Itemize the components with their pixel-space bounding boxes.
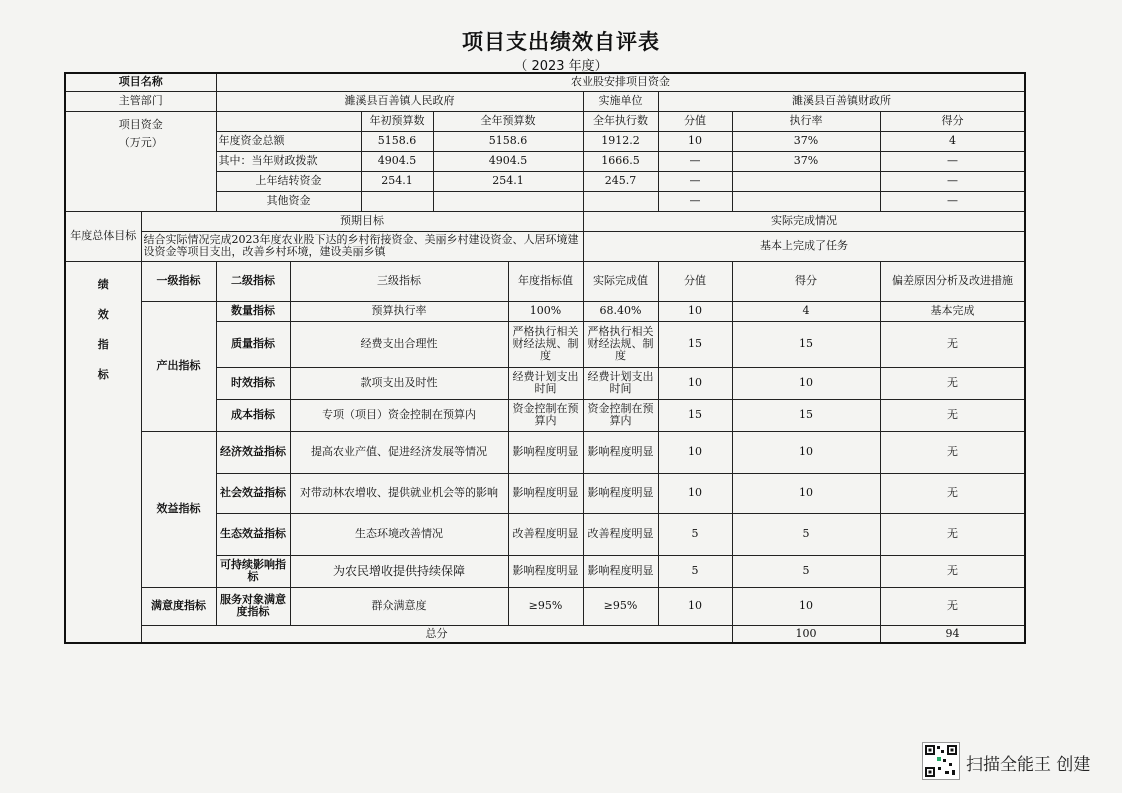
indicator-level2: 时效指标 <box>216 367 290 399</box>
funds-initial: 4904.5 <box>361 151 433 171</box>
label-overall-goal: 年度总体目标 <box>65 211 141 261</box>
header-level1: 一级指标 <box>141 261 216 301</box>
indicator-deviation: 无 <box>880 399 1025 431</box>
funds-value: — <box>658 191 732 211</box>
indicator-score: 10 <box>732 367 880 399</box>
funds-full: 254.1 <box>433 171 583 191</box>
indicator-score: 5 <box>732 555 880 587</box>
indicator-level3: 经费支出合理性 <box>290 321 508 367</box>
qr-code-icon <box>922 742 960 780</box>
funds-value: — <box>658 151 732 171</box>
header-initial-budget: 年初预算数 <box>361 111 433 131</box>
indicator-score: 10 <box>732 587 880 625</box>
indicator-actual: 影响程度明显 <box>583 431 658 473</box>
indicator-score: 15 <box>732 321 880 367</box>
header-score: 得分 <box>732 261 880 301</box>
funds-rate <box>732 191 880 211</box>
indicator-deviation: 无 <box>880 473 1025 513</box>
header-level2: 二级指标 <box>216 261 290 301</box>
actual-text: 基本上完成了任务 <box>583 231 1025 261</box>
header-deviation: 偏差原因分析及改进措施 <box>880 261 1025 301</box>
label-perf-index <box>65 261 141 643</box>
indicator-target: 资金控制在预算内 <box>508 399 583 431</box>
indicator-target: 影响程度明显 <box>508 555 583 587</box>
indicator-target: 影响程度明显 <box>508 431 583 473</box>
indicator-level3: 提高农业产值、促进经济发展等情况 <box>290 431 508 473</box>
funds-unit-text: （万元） <box>118 135 163 149</box>
funds-score: 4 <box>880 131 1025 151</box>
indicator-level3: 群众满意度 <box>290 587 508 625</box>
funds-row-label: 上年结转资金 <box>216 171 361 191</box>
funds-rate <box>732 171 880 191</box>
indicator-level3: 款项支出及时性 <box>290 367 508 399</box>
group-output: 产出指标 <box>141 301 216 431</box>
funds-score: — <box>880 191 1025 211</box>
expected-goal-text: 结合实际情况完成2023年度农业股下达的乡村衔接资金、美丽乡村建设资金、人居环境建设资金等项目支出，改善乡村环境，建设美丽乡镇 <box>141 231 583 261</box>
indicator-value: 15 <box>658 399 732 431</box>
indicator-level3: 预算执行率 <box>290 301 508 321</box>
indicator-target: 100% <box>508 301 583 321</box>
indicator-value: 10 <box>658 587 732 625</box>
group-benefit: 效益指标 <box>141 431 216 587</box>
perf-char: 效 <box>97 307 109 321</box>
indicator-value: 10 <box>658 431 732 473</box>
header-actual: 实际完成情况 <box>583 211 1025 231</box>
indicator-target: 改善程度明显 <box>508 513 583 555</box>
indicator-target: ≥95% <box>508 587 583 625</box>
funds-full: 4904.5 <box>433 151 583 171</box>
indicator-level3: 专项（项目）资金控制在预算内 <box>290 399 508 431</box>
funds-row-label: 其中：当年财政拨款 <box>216 151 361 171</box>
indicator-level3: 对带动林农增收、提供就业机会等的影响 <box>290 473 508 513</box>
header-score-value: 分值 <box>658 261 732 301</box>
indicator-score: 10 <box>732 473 880 513</box>
funds-exec <box>583 191 658 211</box>
label-department: 主管部门 <box>65 91 216 111</box>
label-impl-unit: 实施单位 <box>583 91 658 111</box>
indicator-actual: 68.40% <box>583 301 658 321</box>
funds-score: — <box>880 151 1025 171</box>
header-expected-goal: 预期目标 <box>141 211 583 231</box>
indicator-actual: 影响程度明显 <box>583 473 658 513</box>
indicator-value: 5 <box>658 513 732 555</box>
funds-full <box>433 191 583 211</box>
funds-initial: 254.1 <box>361 171 433 191</box>
perf-char: 指 <box>97 337 109 351</box>
funds-score: — <box>880 171 1025 191</box>
indicator-actual: 严格执行相关财经法规、制度 <box>583 321 658 367</box>
header-annual-target: 年度指标值 <box>508 261 583 301</box>
total-score: 94 <box>880 625 1025 643</box>
header-actual-value: 实际完成值 <box>583 261 658 301</box>
header-score: 得分 <box>880 111 1025 131</box>
indicator-deviation: 无 <box>880 555 1025 587</box>
funds-exec: 245.7 <box>583 171 658 191</box>
indicator-score: 10 <box>732 431 880 473</box>
indicator-level2: 质量指标 <box>216 321 290 367</box>
perf-char: 标 <box>97 367 109 381</box>
indicator-level2: 可持续影响指标 <box>216 555 290 587</box>
scanner-watermark: 扫描全能王 创建 <box>966 755 1091 775</box>
funds-label-text: 项目资金 <box>118 117 163 131</box>
funds-exec: 1912.2 <box>583 131 658 151</box>
indicator-deviation: 基本完成 <box>880 301 1025 321</box>
project-name: 农业股安排项目资金 <box>216 73 1025 91</box>
indicator-level3: 为农民增收提供持续保障 <box>290 555 508 587</box>
indicator-level2: 服务对象满意度指标 <box>216 587 290 625</box>
indicator-deviation: 无 <box>880 513 1025 555</box>
indicator-score: 15 <box>732 399 880 431</box>
indicator-value: 15 <box>658 321 732 367</box>
header-level3: 三级指标 <box>290 261 508 301</box>
group-satisfaction: 满意度指标 <box>141 587 216 625</box>
indicator-actual: 影响程度明显 <box>583 555 658 587</box>
indicator-deviation: 无 <box>880 321 1025 367</box>
indicator-target: 经费计划支出时间 <box>508 367 583 399</box>
year-subtitle: （ 2023 年度） <box>514 59 608 74</box>
indicator-level2: 成本指标 <box>216 399 290 431</box>
indicator-actual: 改善程度明显 <box>583 513 658 555</box>
header-exec-rate: 执行率 <box>732 111 880 131</box>
funds-rate: 37% <box>732 151 880 171</box>
department-value: 濉溪县百善镇人民政府 <box>216 91 583 111</box>
indicator-level2: 社会效益指标 <box>216 473 290 513</box>
indicator-deviation: 无 <box>880 367 1025 399</box>
header-full-budget: 全年预算数 <box>433 111 583 131</box>
funds-rate: 37% <box>732 131 880 151</box>
indicator-actual: 经费计划支出时间 <box>583 367 658 399</box>
indicator-deviation: 无 <box>880 431 1025 473</box>
indicator-target: 影响程度明显 <box>508 473 583 513</box>
indicator-deviation: 无 <box>880 587 1025 625</box>
funds-row-label: 其他资金 <box>216 191 361 211</box>
total-value: 100 <box>732 625 880 643</box>
indicator-value: 10 <box>658 473 732 513</box>
page-title: 项目支出绩效自评表 <box>462 30 660 54</box>
performance-table <box>64 72 1026 644</box>
indicator-value: 5 <box>658 555 732 587</box>
funds-full: 5158.6 <box>433 131 583 151</box>
indicator-value: 10 <box>658 367 732 399</box>
label-total: 总分 <box>141 625 732 643</box>
funds-initial <box>361 191 433 211</box>
indicator-score: 5 <box>732 513 880 555</box>
funds-row-label: 年度资金总额 <box>216 131 361 151</box>
label-funds <box>65 111 216 211</box>
indicator-level2: 经济效益指标 <box>216 431 290 473</box>
indicator-score: 4 <box>732 301 880 321</box>
header-full-exec: 全年执行数 <box>583 111 658 131</box>
indicator-level2: 生态效益指标 <box>216 513 290 555</box>
indicator-actual: ≥95% <box>583 587 658 625</box>
funds-exec: 1666.5 <box>583 151 658 171</box>
indicator-level2: 数量指标 <box>216 301 290 321</box>
indicator-value: 10 <box>658 301 732 321</box>
label-project-name: 项目名称 <box>65 73 216 91</box>
indicator-actual: 资金控制在预算内 <box>583 399 658 431</box>
funds-value: 10 <box>658 131 732 151</box>
funds-initial: 5158.6 <box>361 131 433 151</box>
impl-unit-value: 濉溪县百善镇财政所 <box>658 91 1025 111</box>
header-score-value: 分值 <box>658 111 732 131</box>
indicator-target: 严格执行相关财经法规、制度 <box>508 321 583 367</box>
perf-char: 绩 <box>97 277 109 291</box>
indicator-level3: 生态环境改善情况 <box>290 513 508 555</box>
funds-value: — <box>658 171 732 191</box>
funds-header-blank <box>216 111 361 131</box>
